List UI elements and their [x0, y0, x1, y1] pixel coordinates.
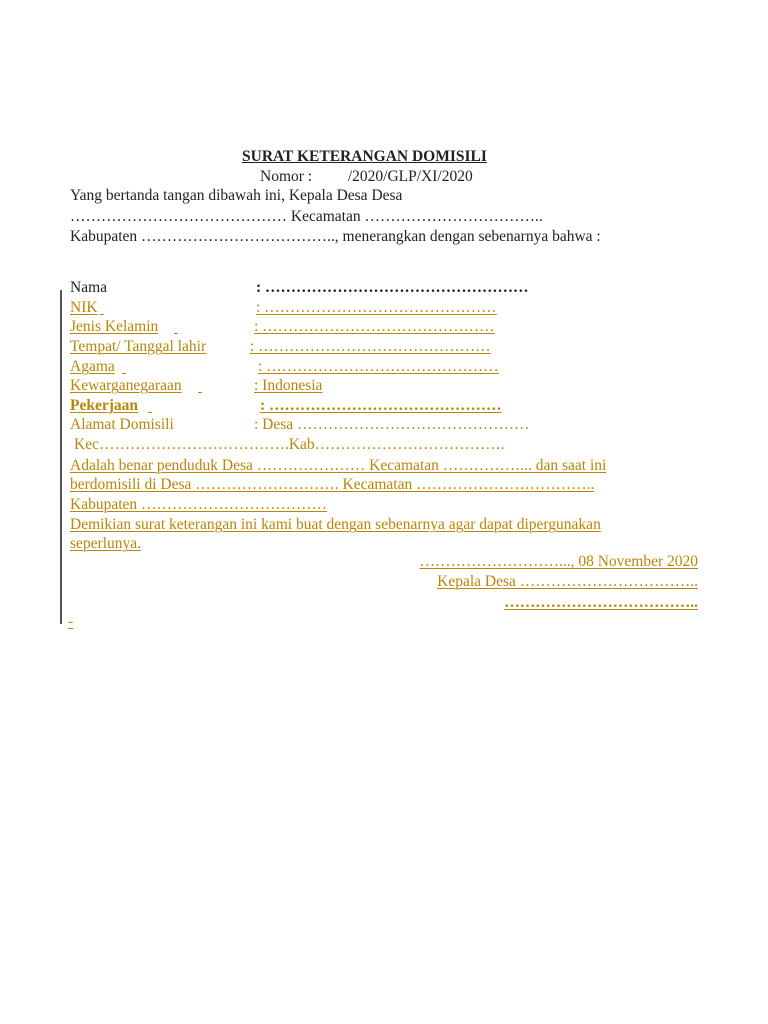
- field-value: : Indonesia: [254, 377, 323, 394]
- field-tempat-tanggal-lahir: [70, 338, 630, 356]
- field-value: : ………………………………………: [250, 338, 491, 355]
- field-pekerjaan: [70, 397, 630, 415]
- field-label: Kewarganegaraan: [70, 377, 182, 394]
- paragraph2-line-2: seperlunya.: [70, 535, 142, 552]
- field-kewarganegaraan: [70, 377, 630, 395]
- paragraph1-line-1: Adalah benar penduduk Desa ………………… Kecamatan ……………... dan saat ini: [70, 457, 607, 474]
- field-label: Alamat Domisili: [70, 416, 174, 433]
- paragraph1-line-3: Kabupaten ………………………………: [70, 496, 328, 513]
- field-jenis-kelamin: [70, 318, 630, 336]
- nomor-line: [260, 168, 473, 186]
- field-value: : Desa ………………………………………: [254, 416, 530, 433]
- field-label: Pekerjaan: [70, 397, 139, 414]
- address-line: Kec……………………………….Kab……………………………….: [74, 436, 505, 453]
- field-label: NIK: [70, 299, 98, 316]
- field-alamat-domisili: [70, 416, 630, 434]
- nomor-label: Nomor :: [260, 168, 313, 185]
- field-value: : ………………………………………: [256, 299, 497, 316]
- field-label: Agama: [70, 358, 115, 375]
- field-value: : ……………………………………………: [256, 279, 529, 296]
- field-value: : ………………………………………: [254, 318, 495, 335]
- intro-line-3: Kabupaten ……………………………….., menerangkan dengan sebenarnya bahwa :: [70, 228, 601, 245]
- field-nik: [70, 299, 630, 317]
- field-label: Tempat/ Tanggal lahir: [70, 338, 207, 355]
- paragraph1-line-2: berdomisili di Desa ………………………. Kecamatan ……………………………..: [70, 476, 595, 493]
- intro-line-2: …………………………………… Kecamatan ……………………………..: [70, 208, 543, 225]
- trailing-mark: -: [68, 613, 74, 630]
- signature-name: ………………………………..: [504, 594, 698, 611]
- field-value: : ………………………………………: [258, 358, 499, 375]
- field-label: Jenis Kelamin: [70, 318, 159, 335]
- field-nama: [70, 279, 630, 297]
- field-agama: [70, 358, 630, 376]
- paragraph2-line-1: Demikian surat keterangan ini kami buat dengan sebenarnya agar dapat dipergunakan: [70, 516, 601, 533]
- nomor-value: /2020/GLP/XI/2020: [347, 168, 473, 185]
- field-value: : ………………………………………: [260, 397, 502, 414]
- signature-date: ………………………..., 08 November 2020: [419, 553, 698, 570]
- margin-bar: [60, 290, 62, 624]
- letter-title: SURAT KETERANGAN DOMISILI: [242, 148, 487, 165]
- intro-line-1: Yang bertanda tangan dibawah ini, Kepala Desa Desa: [70, 187, 403, 204]
- field-label: Nama: [70, 279, 108, 296]
- signature-position: Kepala Desa ……………………………..: [437, 573, 698, 590]
